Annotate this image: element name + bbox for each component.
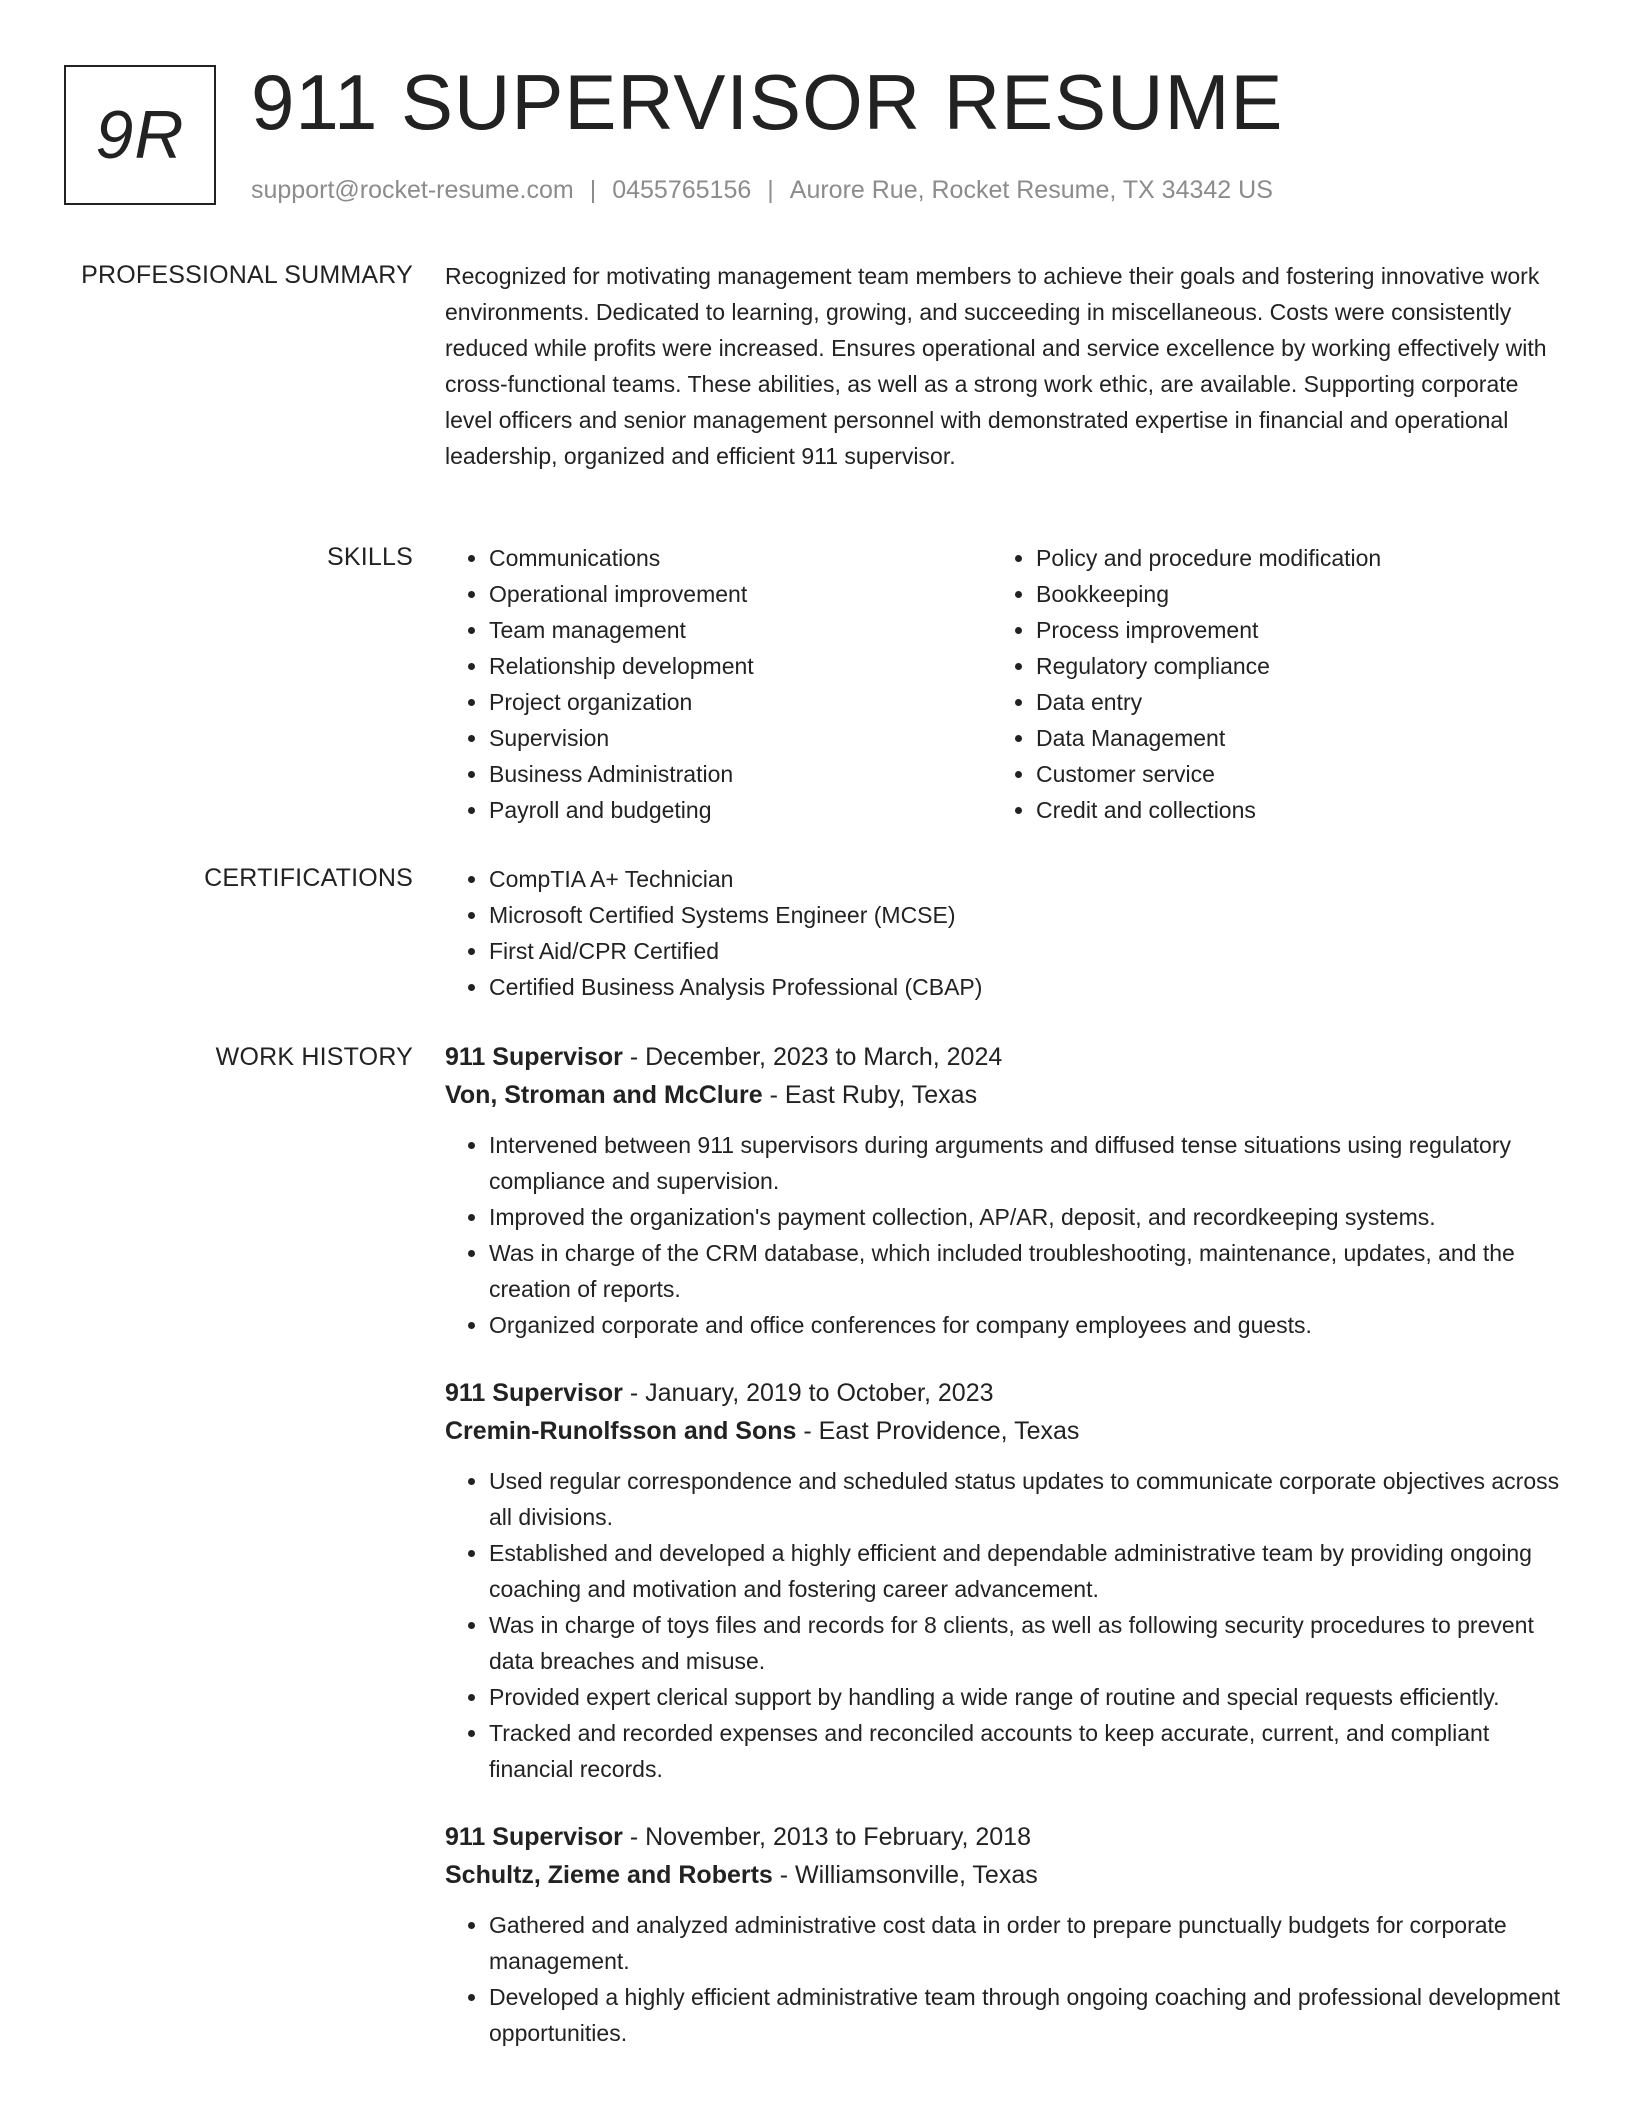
job-bullet: • Used regular correspondence and scheduled status updates to communicate corporate objectives across all divisions. — [489, 1463, 1565, 1535]
monogram-logo: 9R — [64, 65, 216, 205]
job-company-line — [445, 1076, 1565, 1115]
certification-item: • First Aid/CPR Certified — [489, 933, 1565, 969]
job-bullet: • Intervened between 911 supervisors during arguments and diffused tense situations using regulatory compliance and supervision. — [489, 1127, 1565, 1199]
job-company: Cremin-Runolfsson and Sons — [445, 1417, 797, 1445]
job-title-line — [445, 1819, 1565, 1856]
job-location: - East Ruby, Texas — [762, 1081, 978, 1109]
skill-item: • Customer service — [1036, 756, 1539, 792]
job-bullets — [445, 1127, 1565, 1343]
job-bullets — [445, 1463, 1565, 1787]
contact-email: support@rocket-resume.com — [251, 176, 574, 204]
skills-list-left — [445, 540, 992, 828]
job-role: 911 Supervisor — [445, 1043, 623, 1071]
job-entry — [445, 1819, 1565, 2051]
job-location: - Williamsonville, Texas — [772, 1861, 1038, 1889]
skill-item: • Relationship development — [489, 648, 992, 684]
skill-item: • Operational improvement — [489, 576, 992, 612]
contact-separator: | — [767, 176, 774, 204]
skill-item: • Data Management — [1036, 720, 1539, 756]
skill-item: • Credit and collections — [1036, 792, 1539, 828]
skill-item: • Communications — [489, 540, 992, 576]
skill-item: • Team management — [489, 612, 992, 648]
contact-address: Aurore Rue, Rocket Resume, TX 34342 US — [789, 176, 1273, 204]
certification-item: • Certified Business Analysis Professional (CBAP) — [489, 969, 1565, 1005]
skills-list-right — [992, 540, 1539, 828]
work-history-heading: WORK HISTORY — [215, 1043, 413, 1071]
summary-heading: PROFESSIONAL SUMMARY — [81, 261, 413, 289]
certifications-heading: CERTIFICATIONS — [204, 864, 413, 892]
job-bullet: • Provided expert clerical support by handling a wide range of routine and special requests efficiently. — [489, 1679, 1565, 1715]
job-bullet: • Was in charge of the CRM database, which included troubleshooting, maintenance, updates, and the creation of reports. — [489, 1235, 1565, 1307]
summary-text: Recognized for motivating management team members to achieve their goals and fostering innovative work environments. Dedicated to learning, growing, and succeeding in miscellaneous. Costs were consistently reduced while profits were increased. Ensures operational and service excellence by working effectively with cross-functional teams. These abilities, as well as a strong work ethic, are available. Supporting corporate level officers and senior management personnel with demonstrated expertise in financial and operational leadership, organized and efficient 911 supervisor. — [445, 263, 1547, 469]
certification-item: • CompTIA A+ Technician — [489, 861, 1565, 897]
job-bullet: • Improved the organization's payment collection, AP/AR, deposit, and recordkeeping systems. — [489, 1199, 1565, 1235]
skill-item: • Policy and procedure modification — [1036, 540, 1539, 576]
job-dates: - November, 2013 to February, 2018 — [622, 1823, 1031, 1851]
contact-separator: | — [589, 176, 597, 204]
job-entry — [445, 1039, 1565, 1343]
skill-item: • Process improvement — [1036, 612, 1539, 648]
job-bullet: • Tracked and recorded expenses and reconciled accounts to keep accurate, current, and compliant financial records. — [489, 1715, 1565, 1787]
job-dates: - December, 2023 to March, 2024 — [622, 1043, 1003, 1071]
job-company: Schultz, Zieme and Roberts — [445, 1861, 773, 1889]
job-company-line — [445, 1412, 1565, 1451]
contact-line — [251, 173, 1273, 207]
certification-item: • Microsoft Certified Systems Engineer (MCSE) — [489, 897, 1565, 933]
job-title-line — [445, 1039, 1565, 1076]
job-title-line — [445, 1375, 1565, 1412]
contact-phone: 0455765156 — [612, 176, 752, 204]
skill-item: • Project organization — [489, 684, 992, 720]
skill-item: • Business Administration — [489, 756, 992, 792]
job-bullets — [445, 1907, 1565, 2051]
job-entry — [445, 1375, 1565, 1787]
skill-item: • Supervision — [489, 720, 992, 756]
job-dates: - January, 2019 to October, 2023 — [622, 1379, 994, 1407]
job-role: 911 Supervisor — [445, 1379, 623, 1407]
job-bullet: • Organized corporate and office conferences for company employees and guests. — [489, 1307, 1565, 1343]
certifications-list — [445, 861, 1565, 1005]
job-company-line — [445, 1856, 1565, 1895]
job-company: Von, Stroman and McClure — [445, 1081, 763, 1109]
skill-item: • Bookkeeping — [1036, 576, 1539, 612]
skill-item: • Payroll and budgeting — [489, 792, 992, 828]
skill-item: • Data entry — [1036, 684, 1539, 720]
job-bullet: • Gathered and analyzed administrative cost data in order to prepare punctually budgets for corporate management. — [489, 1907, 1565, 1979]
job-bullet: • Established and developed a highly efficient and dependable administrative team by providing ongoing coaching and motivation and fostering career advancement. — [489, 1535, 1565, 1607]
resume-title: 911 SUPERVISOR RESUME — [251, 58, 1284, 146]
job-role: 911 Supervisor — [445, 1823, 623, 1851]
job-bullet: • Developed a highly efficient administrative team through ongoing coaching and professional development opportunities. — [489, 1979, 1565, 2051]
skill-item: • Regulatory compliance — [1036, 648, 1539, 684]
job-location: - East Providence, Texas — [796, 1417, 1080, 1445]
job-bullet: • Was in charge of toys files and records for 8 clients, as well as following security procedures to prevent data breaches and misuse. — [489, 1607, 1565, 1679]
skills-heading: SKILLS — [327, 543, 413, 571]
